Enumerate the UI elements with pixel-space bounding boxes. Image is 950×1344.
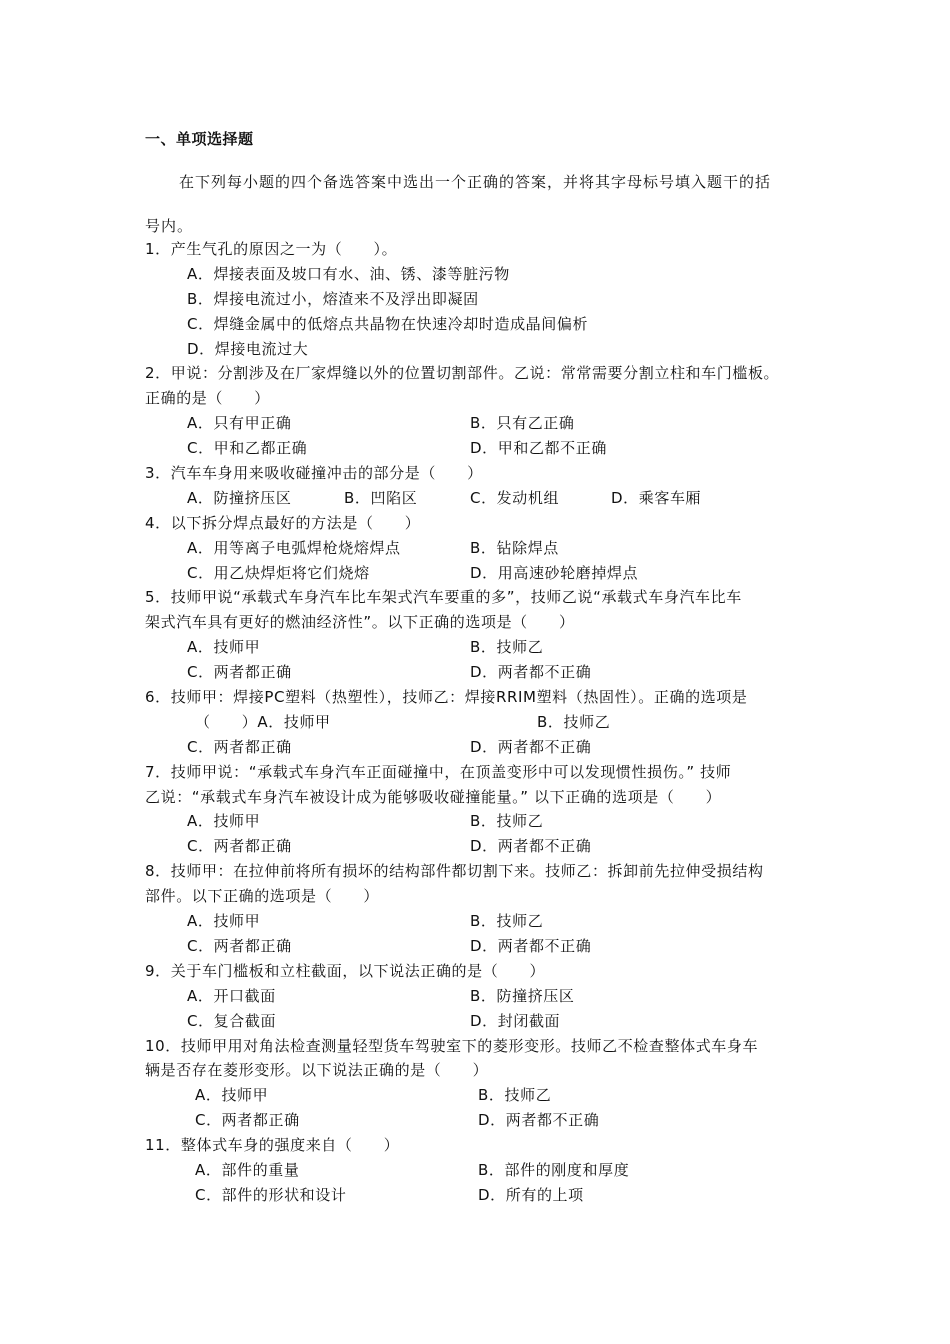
option-d: D．乘客车厢 <box>611 488 702 507</box>
option-c: C．部件的形状和设计 <box>195 1185 347 1204</box>
option-a: A．用等离子电弧焊枪烧熔焊点 <box>187 538 401 557</box>
option-d: D．所有的上项 <box>478 1185 584 1204</box>
option-a: A．技师甲 <box>187 812 261 831</box>
question-stem-cont: 乙说：“承载式车身汽车被设计成为能够吸收碰撞能量。” 以下正确的选项是（ ） <box>145 787 722 806</box>
question-stem: 1．产生气孔的原因之一为（ ）。 <box>145 240 398 258</box>
question-stem-cont: 部件。以下正确的选项是（ ） <box>145 887 380 906</box>
option-b: B．只有乙正确 <box>470 414 575 433</box>
option-a: A．技师甲 <box>187 912 261 931</box>
option-a: A．只有甲正确 <box>187 414 292 433</box>
question-stem: 9．关于车门槛板和立柱截面，以下说法正确的是（ ） <box>145 961 546 980</box>
option-c: C．焊缝金属中的低熔点共晶物在快速冷却时造成晶间偏析 <box>187 314 589 333</box>
option-a: A．焊接表面及坡口有水、油、锈、漆等脏污物 <box>187 264 510 283</box>
question-stem: 3．汽车车身用来吸收碰撞冲击的部分是（ ） <box>145 464 483 483</box>
option-a: A．开口截面 <box>187 986 276 1005</box>
option-a: A．部件的重量 <box>195 1160 300 1179</box>
option-b: B．钻除焊点 <box>470 538 559 557</box>
question-1 <box>145 237 815 361</box>
question-stem: 4．以下拆分焊点最好的方法是（ ） <box>145 513 421 532</box>
instructions-line-1: 在下列每小题的四个备选答案中选出一个正确的答案，并将其字母标号填入题干的括 <box>179 173 772 191</box>
question-stem: 7．技师甲说：“承载式车身汽车正面碰撞中，在顶盖变形中可以发现惯性损伤。” 技师 <box>145 762 732 781</box>
option-c: C．甲和乙都正确 <box>187 439 308 458</box>
option-a: A．防撞挤压区 <box>187 488 292 507</box>
option-b: B．凹陷区 <box>344 488 418 507</box>
option-d: D．封闭截面 <box>470 1011 561 1030</box>
section-title: 一、单项选择题 <box>145 130 254 148</box>
option-b: B．技师乙 <box>537 712 611 731</box>
option-d: D．两者都不正确 <box>470 663 592 682</box>
question-stem: 10．技师甲用对角法检查测量轻型货车驾驶室下的菱形变形。技师乙不检查整体式车身车 <box>145 1036 759 1055</box>
question-stem-cont: 架式汽车具有更好的燃油经济性”。以下正确的选项是（ ） <box>145 613 575 632</box>
option-b: B．技师乙 <box>478 1086 552 1105</box>
question-stem: 11．整体式车身的强度来自（ ） <box>145 1136 400 1155</box>
question-5 <box>145 585 815 685</box>
instructions-line-2: 号内。 <box>145 217 194 235</box>
option-d: D．两者都不正确 <box>478 1111 600 1130</box>
option-a: A．技师甲 <box>187 638 261 657</box>
question-4 <box>145 511 815 586</box>
option-c: C．复合截面 <box>187 1011 277 1030</box>
option-c: C．两者都正确 <box>187 837 292 856</box>
question-3 <box>145 461 815 511</box>
instructions <box>145 160 815 248</box>
question-stem: 5．技师甲说“承载式车身汽车比车架式汽车要重的多”，技师乙说“承载式车身汽车比车 <box>145 588 742 607</box>
question-11 <box>145 1133 815 1208</box>
option-d: D．两者都不正确 <box>470 737 592 756</box>
option-c: C．两者都正确 <box>195 1111 300 1130</box>
option-d: D．两者都不正确 <box>470 936 592 955</box>
question-6 <box>145 685 815 760</box>
question-2 <box>145 361 815 461</box>
question-stem: 8．技师甲：在拉伸前将所有损坏的结构部件都切割下来。技师乙：拆卸前先拉伸受损结构 <box>145 862 764 881</box>
option-d: D．甲和乙都不正确 <box>470 439 607 458</box>
question-8 <box>145 859 815 959</box>
option-c: C．两者都正确 <box>187 737 292 756</box>
option-b: B．防撞挤压区 <box>470 986 575 1005</box>
option-b: B．技师乙 <box>470 812 544 831</box>
option-c: C．用乙炔焊炬将它们烧熔 <box>187 563 370 582</box>
option-d: D．两者都不正确 <box>470 837 592 856</box>
question-stem-cont: 辆是否存在菱形变形。以下说法正确的是（ ） <box>145 1061 489 1080</box>
question-7 <box>145 760 815 860</box>
question-stem-cont: 正确的是（ ） <box>145 389 270 408</box>
option-d: D．焊接电流过大 <box>187 339 309 358</box>
option-b: B．部件的刚度和厚度 <box>478 1160 630 1179</box>
option-b: B．技师乙 <box>470 638 544 657</box>
option-a: A．技师甲 <box>195 1086 269 1105</box>
answer-bracket-option-a: （ ）A．技师甲 <box>195 712 331 731</box>
question-10 <box>145 1034 815 1134</box>
question-list <box>145 237 815 1208</box>
question-stem: 2．甲说：分割涉及在厂家焊缝以外的位置切割部件。乙说：常常需要分割立柱和车门槛板。 <box>145 364 780 383</box>
question-9 <box>145 959 815 1034</box>
option-b: B．技师乙 <box>470 912 544 931</box>
question-stem: 6．技师甲：焊接PC塑料（热塑性），技师乙：焊接RRIM塑料（热固性）。正确的选项是 <box>145 688 748 707</box>
option-c: C．两者都正确 <box>187 663 292 682</box>
option-c: C．两者都正确 <box>187 936 292 955</box>
option-d: D．用高速砂轮磨掉焊点 <box>470 563 639 582</box>
option-c: C．发动机组 <box>470 488 560 507</box>
option-b: B．焊接电流过小，熔渣来不及浮出即凝固 <box>187 289 479 308</box>
